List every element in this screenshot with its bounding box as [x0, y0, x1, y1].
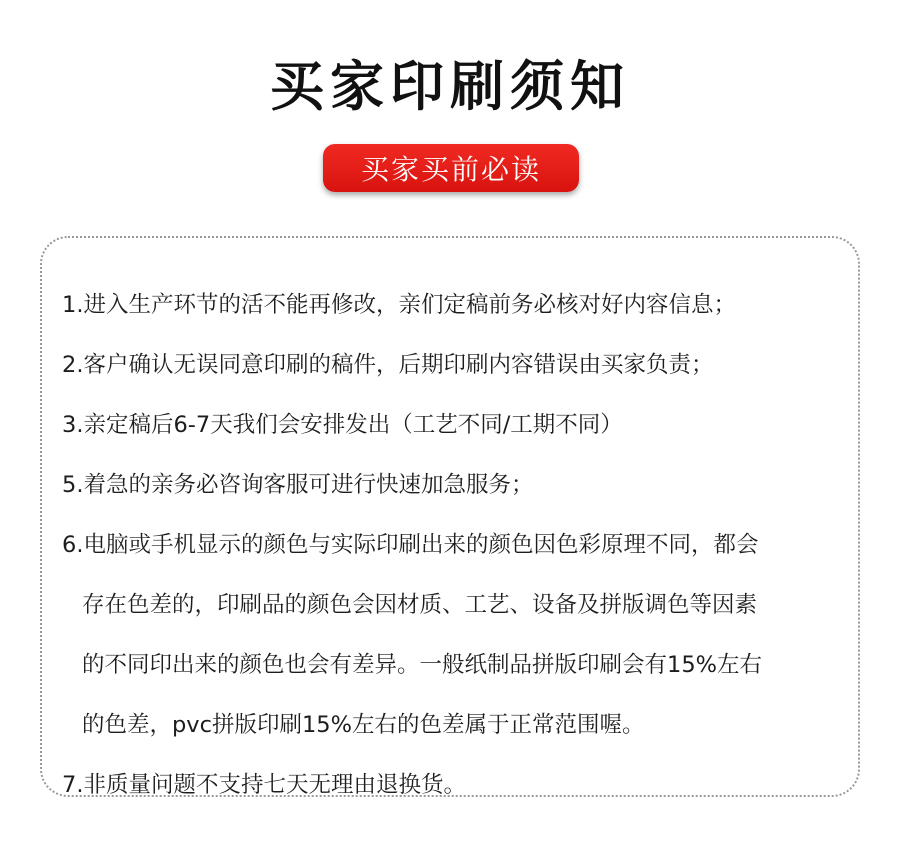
notice-item-6-line-4: 的色差，pvc拼版印刷15%左右的色差属于正常范围喔。	[82, 712, 645, 738]
notice-item-7: 7.非质量问题不支持七天无理由退换货。	[62, 772, 466, 798]
notice-item-2: 2.客户确认无误同意印刷的稿件，后期印刷内容错误由买家负责；	[62, 352, 714, 378]
notice-item-1: 1.进入生产环节的活不能再修改，亲们定稿前务必核对好内容信息；	[62, 292, 736, 318]
page-title: 买家印刷须知	[270, 55, 630, 118]
notice-item-3: 3.亲定稿后6-7天我们会安排发出（工艺不同/工期不同）	[62, 412, 623, 438]
notice-item-6-line-2: 存在色差的，印刷品的颜色会因材质、工艺、设备及拼版调色等因素	[82, 592, 758, 618]
notice-list	[62, 280, 852, 810]
must-read-badge: 买家买前必读	[323, 144, 579, 192]
notice-item-6: 6.电脑或手机显示的颜色与实际印刷出来的颜色因色彩原理不同，都会	[62, 532, 759, 558]
notice-item-5: 5.着急的亲务必咨询客服可进行快速加急服务；	[62, 472, 534, 498]
notice-item-6-line-3: 的不同印出来的颜色也会有差异。一般纸制品拼版印刷会有15%左右	[82, 652, 763, 678]
